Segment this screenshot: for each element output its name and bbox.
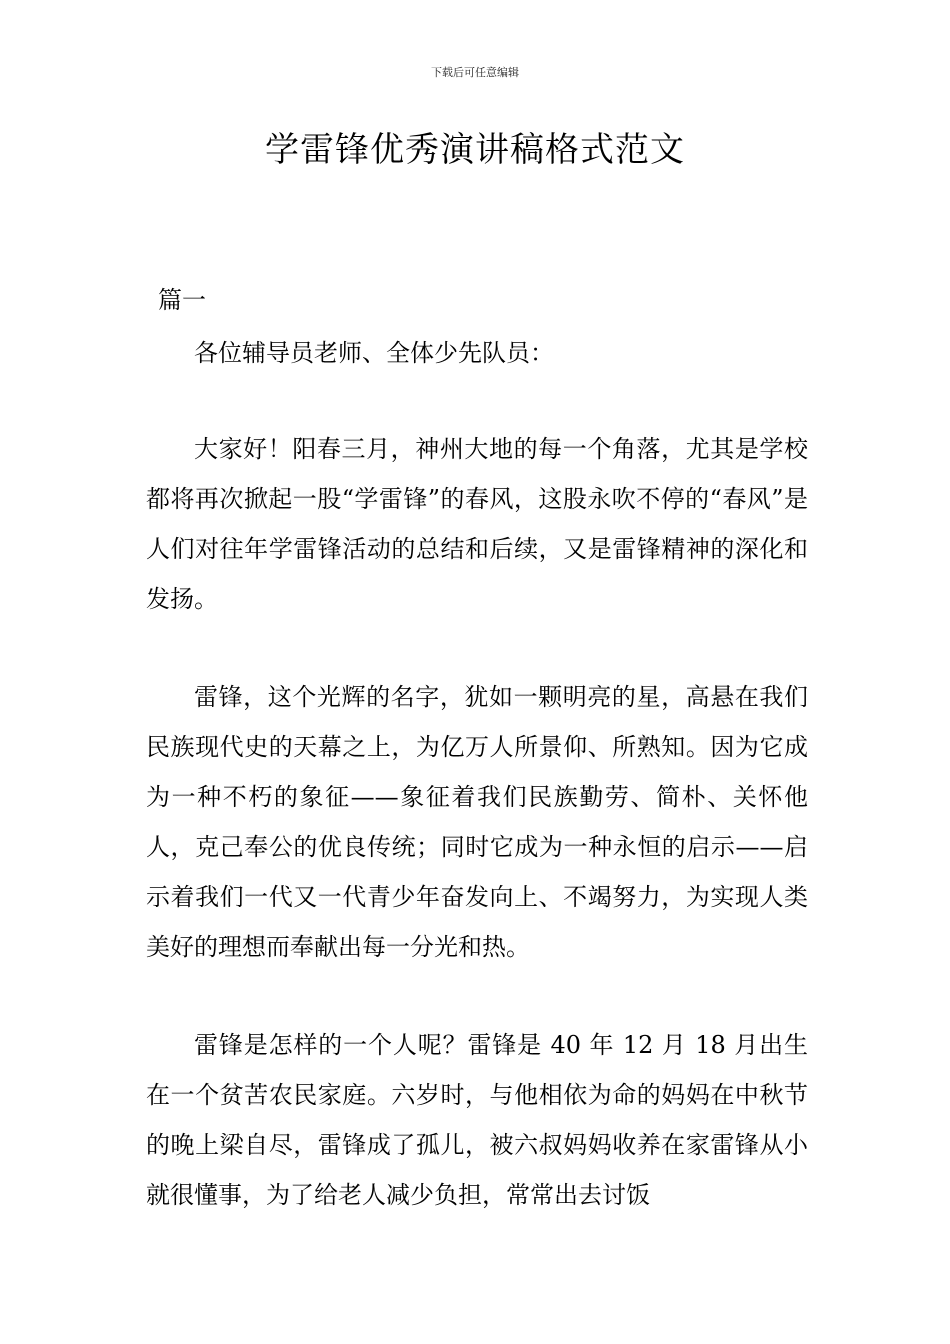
salutation: 各位辅导员老师、全体少先队员： xyxy=(194,339,554,367)
paragraph-block-1 xyxy=(146,424,808,624)
paragraph-2: 雷锋，这个光辉的名字，犹如一颗明亮的星，高悬在我们民族现代史的天幕之上，为亿万人所景仰、所熟知。因为它成为一种不朽的象征——象征着我们民族勤劳、简朴、关怀他人，克己奉公的优良传统；同时它成为一种永恒的启示——启示着我们一代又一代青少年奋发向上、不竭努力，为实现人类美好的理想而奉献出每一分光和热。 xyxy=(146,683,808,961)
paragraph-block-3 xyxy=(146,1020,808,1220)
document-title: 学雷锋优秀演讲稿格式范文 xyxy=(265,130,685,170)
section-label: 篇一 xyxy=(158,286,206,314)
paragraph-block-2 xyxy=(146,672,808,972)
paragraph-1: 大家好！阳春三月，神州大地的每一个角落，尤其是学校都将再次掀起一股“学雷锋”的春风，这股永吹不停的“春风”是人们对往年学雷锋活动的总结和后续，又是雷锋精神的深化和发扬。 xyxy=(146,435,808,613)
header-note: 下载后可任意编辑 xyxy=(431,66,519,79)
paragraph-3: 雷锋是怎样的一个人呢？雷锋是 40 年 12 月 18 月出生在一个贫苦农民家庭。六岁时，与他相依为命的妈妈在中秋节的晚上梁自尽，雷锋成了孤儿，被六叔妈妈收养在家雷锋从小就很懂事，为了给老人减少负担，常常出去讨饭 xyxy=(146,1031,808,1209)
salutation-block xyxy=(146,328,808,378)
